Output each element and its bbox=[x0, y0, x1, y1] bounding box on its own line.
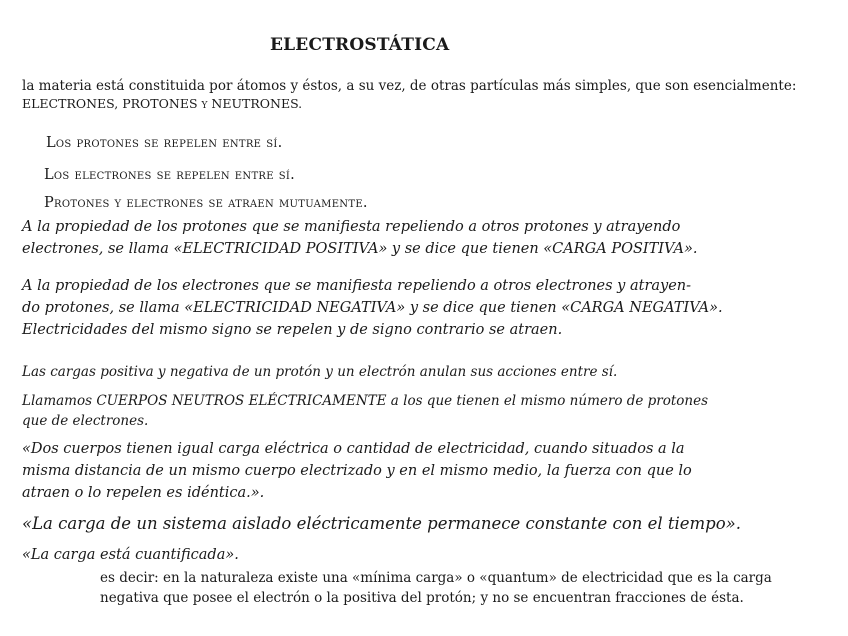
negative-line-1: A la propiedad de los electrones que se manifiesta repeliendo a otros electrones y atrayen- bbox=[22, 278, 692, 294]
negative-line-2: do protones, se llama «ELECTRICIDAD NEGATIVA» y se dice que tienen «CARGA NEGATIVA». bbox=[22, 300, 723, 316]
conservation-principle: «La carga de un sistema aislado eléctricamente permanece constante con el tiempo». bbox=[22, 514, 742, 533]
law-attraction: Protones y electrones se atraen mutuamente. bbox=[44, 195, 368, 211]
equal-charge-line-2: misma distancia de un mismo cuerpo electrizado y en el mismo medio, la fuerza con que lo bbox=[22, 463, 692, 479]
intro-line-1: la materia está constituida por átomos y éstos, a su vez, de otras partículas más simples, que son esencialmente: bbox=[22, 78, 797, 94]
quantization-note-line-1: es decir: en la naturaleza existe una «mínima carga» o «quantum» de electricidad que es la carga bbox=[100, 570, 772, 586]
cancel-rule: Las cargas positiva y negativa de un protón y un electrón anulan sus acciones entre sí. bbox=[22, 364, 618, 380]
law-protons: Los protones se repelen entre sí. bbox=[46, 135, 283, 151]
quantization-note-line-2: negativa que posee el electrón o la positiva del protón; y no se encuentran fracciones de ésta. bbox=[100, 590, 744, 606]
neutral-line-2: que de electrones. bbox=[22, 413, 149, 429]
equal-charge-line-3: atraen o lo repelen es idéntica.». bbox=[22, 485, 265, 501]
positive-line-2: electrones, se llama «ELECTRICIDAD POSITIVA» y se dice que tienen «CARGA POSITIVA». bbox=[22, 241, 698, 257]
neutral-line-1: Llamamos CUERPOS NEUTROS ELÉCTRICAMENTE a los que tienen el mismo número de protones bbox=[22, 393, 709, 409]
page-title: ELECTROSTÁTICA bbox=[270, 35, 450, 55]
signs-rule: Electricidades del mismo signo se repelen y de signo contrario se atraen. bbox=[22, 322, 563, 338]
intro-line-2: ELECTRONES, PROTONES y NEUTRONES. bbox=[22, 96, 303, 111]
equal-charge-line-1: «Dos cuerpos tienen igual carga eléctrica o cantidad de electricidad, cuando situados a la bbox=[22, 441, 685, 457]
quantization-principle: «La carga está cuantificada». bbox=[22, 547, 239, 563]
positive-line-1: A la propiedad de los protones que se manifiesta repeliendo a otros protones y atrayendo bbox=[22, 219, 681, 235]
law-electrons: Los electrones se repelen entre sí. bbox=[44, 167, 296, 183]
